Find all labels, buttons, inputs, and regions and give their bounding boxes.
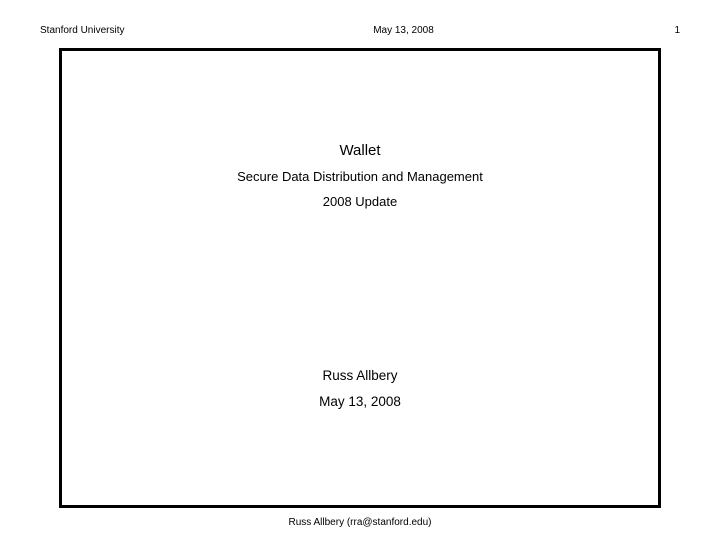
slide-edition: 2008 Update [322, 194, 398, 209]
slide-subtitle: Secure Data Distribution and Management [237, 169, 483, 184]
page-number: 1 [674, 25, 680, 36]
header-institution: Stanford University [40, 25, 125, 36]
presentation-date: May 13, 2008 [319, 394, 401, 409]
author-name: Russ Allbery [322, 368, 398, 383]
author-block [62, 368, 658, 420]
title-block [62, 142, 658, 219]
slide-title: Wallet [339, 142, 381, 159]
footer-author-contact: Russ Allbery (rra@stanford.edu) [288, 517, 432, 528]
header-date: May 13, 2008 [373, 25, 434, 36]
slide-frame [59, 48, 661, 508]
